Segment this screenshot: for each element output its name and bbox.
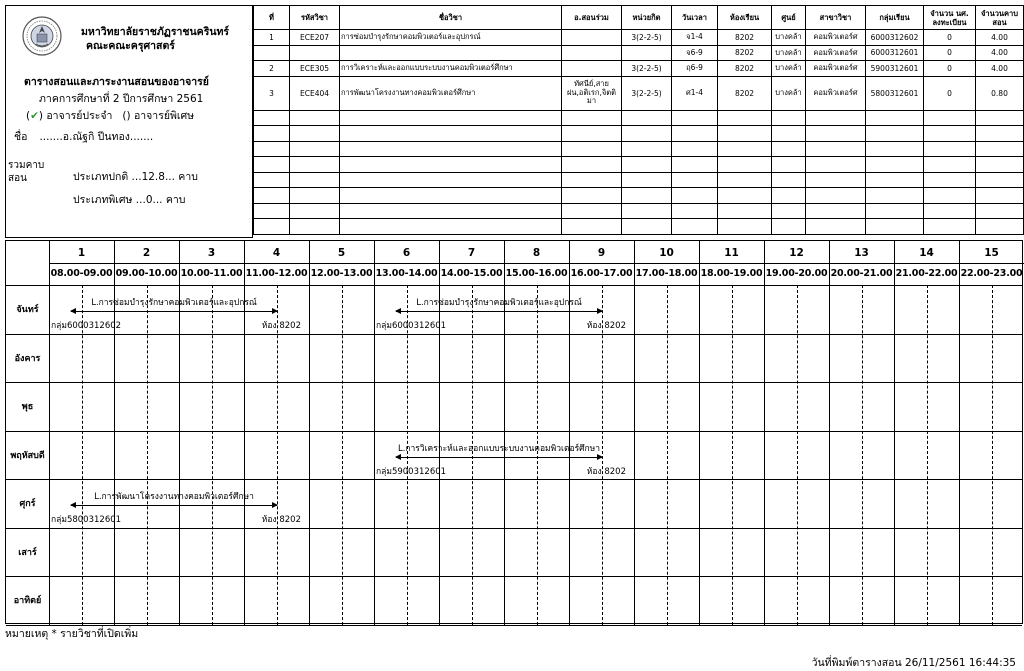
grid-line <box>862 285 863 625</box>
period-number: 3 <box>207 247 216 259</box>
grid-line <box>147 285 148 625</box>
course-cell <box>672 126 718 142</box>
course-cell <box>672 157 718 173</box>
course-cell <box>622 141 672 157</box>
class-block <box>51 295 301 331</box>
course-cell <box>866 219 924 235</box>
course-cell <box>562 45 622 61</box>
grid-line <box>49 241 50 625</box>
course-col-header: จำนวน นศ. ลงทะเบียน <box>924 6 976 30</box>
course-cell <box>718 188 772 204</box>
course-cell: 3 <box>254 76 290 110</box>
course-cell <box>672 203 718 219</box>
day-label: จันทร์ <box>16 305 39 316</box>
period-time: 19.00-20.00 <box>765 268 828 279</box>
course-cell: ฤ6-9 <box>672 61 718 77</box>
day-label: อังคาร <box>14 353 41 364</box>
course-cell <box>718 110 772 126</box>
course-cell: การซ่อมบำรุงรักษาคอมพิวเตอร์และอุปกรณ์ <box>340 30 562 46</box>
teacher-name-line <box>14 128 153 145</box>
course-cell <box>562 203 622 219</box>
course-cell <box>622 172 672 188</box>
course-col-header: หน่วยกิต <box>622 6 672 30</box>
course-cell: 0 <box>924 45 976 61</box>
grid-line <box>374 241 375 625</box>
course-cell: 8202 <box>718 30 772 46</box>
course-row-empty <box>254 203 1024 219</box>
grid-line <box>309 241 310 625</box>
course-cell: คอมพิวเตอร์ศ <box>806 61 866 77</box>
course-cell <box>622 45 672 61</box>
course-cell <box>672 219 718 235</box>
grid-line <box>927 285 928 625</box>
period-number: 11 <box>724 247 739 259</box>
course-cell <box>866 172 924 188</box>
course-cell: คอมพิวเตอร์ศ <box>806 76 866 110</box>
grid-line <box>732 285 733 625</box>
course-col-header: กลุ่มเรียน <box>866 6 924 30</box>
course-cell: การพัฒนาโครงงานทางคอมพิวเตอร์ศึกษา <box>340 76 562 110</box>
total-hours-label: รวมคาบสอน <box>8 160 45 184</box>
day-label: เสาร์ <box>18 547 37 558</box>
course-col-header: อ.สอนร่วม <box>562 6 622 30</box>
remark-note: หมายเหตุ * รายวิชาที่เปิดเพิ่ม <box>5 628 139 640</box>
class-room: ห้อง 8202 <box>586 466 626 477</box>
course-cell <box>254 126 290 142</box>
course-cell <box>772 141 806 157</box>
period-time: 21.00-22.00 <box>895 268 958 279</box>
course-cell <box>290 45 340 61</box>
course-cell <box>718 126 772 142</box>
course-cell: จ6-9 <box>672 45 718 61</box>
grid-line <box>82 285 83 625</box>
grid-line <box>6 528 1022 529</box>
course-cell: 8202 <box>718 76 772 110</box>
course-cell <box>562 188 622 204</box>
course-cell <box>290 110 340 126</box>
course-cell <box>718 219 772 235</box>
course-cell <box>562 141 622 157</box>
course-cell <box>806 219 866 235</box>
course-cell <box>924 110 976 126</box>
course-cell <box>290 157 340 173</box>
course-cell <box>772 219 806 235</box>
course-cell: 2 <box>254 61 290 77</box>
period-time: 11.00-12.00 <box>245 268 308 279</box>
course-cell <box>976 219 1024 235</box>
grid-line <box>797 285 798 625</box>
check-icon: ✔ <box>30 110 39 122</box>
course-cell <box>340 219 562 235</box>
course-cell: 3(2-2-5) <box>622 30 672 46</box>
class-label: L.การซ่อมบำรุงรักษาคอมพิวเตอร์และอุปกรณ์ <box>91 298 257 308</box>
grid-line <box>764 241 765 625</box>
course-cell <box>672 141 718 157</box>
course-col-header: วันเวลา <box>672 6 718 30</box>
course-row <box>254 45 1024 61</box>
class-label: L.การพัฒนาโครงงานทางคอมพิวเตอร์ศึกษา <box>94 492 254 502</box>
grid-line <box>49 263 1024 264</box>
course-cell <box>562 61 622 77</box>
course-cell <box>254 141 290 157</box>
period-number: 1 <box>77 247 86 259</box>
course-cell <box>866 157 924 173</box>
course-cell: 0 <box>924 30 976 46</box>
course-cell: บางคล้า <box>772 30 806 46</box>
class-block <box>376 441 626 477</box>
course-cell: บางคล้า <box>772 61 806 77</box>
grid-line <box>342 285 343 625</box>
course-row <box>254 76 1024 110</box>
period-time: 18.00-19.00 <box>700 268 763 279</box>
course-cell <box>924 172 976 188</box>
course-cell <box>976 188 1024 204</box>
course-cell: 0 <box>924 61 976 77</box>
course-cell <box>340 126 562 142</box>
grid-line <box>634 241 635 625</box>
grid-line <box>6 334 1022 335</box>
faculty-name: คณะคณะครุศาสตร์ <box>86 40 175 52</box>
period-number: 9 <box>597 247 606 259</box>
course-cell <box>562 172 622 188</box>
course-cell <box>976 172 1024 188</box>
class-block <box>51 489 301 525</box>
period-number: 4 <box>272 247 281 259</box>
course-row-empty <box>254 157 1024 173</box>
course-cell <box>622 219 672 235</box>
course-cell <box>340 45 562 61</box>
course-cell: 5800312601 <box>866 76 924 110</box>
name-label: ชื่อ <box>14 131 28 143</box>
period-time: 10.00-11.00 <box>180 268 243 279</box>
duration-arrow-icon <box>71 505 277 506</box>
regular-hours: ประเภทปกติ ...12.8... คาบ <box>73 171 198 183</box>
course-cell <box>622 203 672 219</box>
grid-line <box>992 285 993 625</box>
duration-arrow-icon <box>396 311 602 312</box>
course-cell <box>718 203 772 219</box>
course-cell <box>718 141 772 157</box>
course-col-header: รหัสวิชา <box>290 6 340 30</box>
course-cell <box>340 172 562 188</box>
course-cell: 1 <box>254 30 290 46</box>
course-cell <box>254 110 290 126</box>
period-number: 15 <box>984 247 999 259</box>
period-number: 14 <box>919 247 934 259</box>
course-cell <box>672 110 718 126</box>
course-cell: 4.00 <box>976 30 1024 46</box>
course-cell <box>976 203 1024 219</box>
course-cell <box>806 157 866 173</box>
period-time: 09.00-10.00 <box>115 268 178 279</box>
teacher-info-panel <box>5 5 253 238</box>
class-label: L.การวิเคราะห์และออกแบบระบบงานคอมพิวเตอร์ศึกษา <box>397 443 601 454</box>
course-cell <box>866 141 924 157</box>
course-col-header: ศูนย์ <box>772 6 806 30</box>
course-row-empty <box>254 126 1024 142</box>
course-cell <box>866 188 924 204</box>
course-cell <box>340 188 562 204</box>
course-table <box>253 5 1024 235</box>
grid-line <box>212 285 213 625</box>
course-cell <box>806 110 866 126</box>
class-room: ห้อง 8202 <box>261 515 301 525</box>
grid-line <box>894 241 895 625</box>
course-cell <box>622 110 672 126</box>
grid-line <box>667 285 668 625</box>
document-title: ตารางสอนและภาระงานสอนของอาจารย์ <box>24 76 209 88</box>
course-cell <box>672 172 718 188</box>
course-cell <box>562 110 622 126</box>
course-cell <box>976 110 1024 126</box>
period-time: 15.00-16.00 <box>505 268 568 279</box>
course-cell: 6000312602 <box>866 30 924 46</box>
course-cell: 3(2-2-5) <box>622 76 672 110</box>
course-cell <box>924 126 976 142</box>
header-section <box>5 5 1023 238</box>
course-cell <box>290 141 340 157</box>
period-number: 12 <box>789 247 804 259</box>
course-row-empty <box>254 188 1024 204</box>
duration-arrow-icon <box>396 457 602 458</box>
class-group: กลุ่ม6000312601 <box>376 321 447 331</box>
class-block <box>376 295 626 331</box>
course-row <box>254 30 1024 46</box>
course-cell <box>562 219 622 235</box>
class-room: ห้อง 8202 <box>586 321 626 331</box>
course-cell <box>622 188 672 204</box>
course-cell: 8202 <box>718 45 772 61</box>
period-time: 17.00-18.00 <box>635 268 698 279</box>
period-time: 22.00-23.00 <box>960 268 1023 279</box>
course-cell <box>866 110 924 126</box>
course-cell <box>290 188 340 204</box>
duration-arrow-icon <box>71 311 277 312</box>
course-cell <box>772 126 806 142</box>
course-col-header: ที่ <box>254 6 290 30</box>
course-cell: คอมพิวเตอร์ศ <box>806 30 866 46</box>
grid-line <box>6 576 1022 577</box>
course-cell: จ1-4 <box>672 30 718 46</box>
course-cell <box>806 172 866 188</box>
course-cell: 4.00 <box>976 45 1024 61</box>
period-number: 2 <box>142 247 151 259</box>
course-row-empty <box>254 219 1024 235</box>
course-cell <box>562 126 622 142</box>
grid-line <box>699 241 700 625</box>
course-cell <box>866 203 924 219</box>
grid-line <box>959 241 960 625</box>
course-cell: 6000312601 <box>866 45 924 61</box>
class-group: กลุ่ม6000312602 <box>51 321 122 331</box>
course-cell <box>806 126 866 142</box>
class-label: L.การซ่อมบำรุงรักษาคอมพิวเตอร์และอุปกรณ์ <box>416 298 582 308</box>
course-row-empty <box>254 172 1024 188</box>
period-time: 14.00-15.00 <box>440 268 503 279</box>
teacher-name: .......อ.ณัฐกิ ปีนทอง....... <box>39 131 154 143</box>
period-time: 12.00-13.00 <box>310 268 373 279</box>
print-timestamp: วันที่พิมพ์ตารางสอน 26/11/2561 16:44:35 <box>811 657 1016 669</box>
course-cell: 8202 <box>718 61 772 77</box>
day-label: ศุกร์ <box>19 499 36 510</box>
university-name: มหาวิทยาลัยราชภัฏราชนครินทร์ <box>81 26 230 38</box>
course-cell: บางคล้า <box>772 45 806 61</box>
course-cell <box>806 203 866 219</box>
period-number: 7 <box>467 247 476 259</box>
course-cell <box>622 126 672 142</box>
course-cell <box>254 45 290 61</box>
course-cell <box>340 157 562 173</box>
course-cell <box>254 203 290 219</box>
course-cell: ศ1-4 <box>672 76 718 110</box>
course-cell: การวิเคราะห์และออกแบบระบบงานคอมพิวเตอร์ศึกษา <box>340 61 562 77</box>
grid-line <box>6 431 1022 432</box>
course-cell: 3(2-2-5) <box>622 61 672 77</box>
course-cell: บางคล้า <box>772 76 806 110</box>
course-cell <box>562 30 622 46</box>
period-number: 8 <box>532 247 541 259</box>
period-time: 20.00-21.00 <box>830 268 893 279</box>
type-regular-label: อาจารย์ประจำ <box>46 110 113 122</box>
course-cell <box>290 219 340 235</box>
period-number: 6 <box>402 247 411 259</box>
course-cell: ทัศนีย์,สายฝน,อติเรก,จิตติมา <box>562 76 622 110</box>
course-col-header: จำนวนคาบ สอน <box>976 6 1024 30</box>
period-number: 13 <box>854 247 869 259</box>
course-cell <box>254 219 290 235</box>
special-hours: ประเภทพิเศษ ...0... คาบ <box>73 194 186 206</box>
course-cell <box>772 188 806 204</box>
course-cell <box>672 188 718 204</box>
course-cell <box>254 157 290 173</box>
course-cell <box>806 188 866 204</box>
course-cell <box>254 188 290 204</box>
course-col-header: สาขาวิชา <box>806 6 866 30</box>
grid-line <box>6 479 1022 480</box>
class-room: ห้อง 8202 <box>261 321 301 331</box>
course-cell <box>772 172 806 188</box>
semester-text: ภาคการศึกษาที่ 2 ปีการศึกษา 2561 <box>39 93 204 105</box>
course-row-empty <box>254 110 1024 126</box>
course-cell: คอมพิวเตอร์ศ <box>806 45 866 61</box>
teacher-type: (✔) อาจารย์ประจำ () อาจารย์พิเศษ <box>26 110 195 122</box>
course-cell <box>290 172 340 188</box>
course-row <box>254 61 1024 77</box>
course-cell <box>290 203 340 219</box>
course-cell <box>340 110 562 126</box>
course-cell: 5900312601 <box>866 61 924 77</box>
grid-line <box>6 625 1022 626</box>
period-number: 5 <box>337 247 346 259</box>
course-col-header: ห้องเรียน <box>718 6 772 30</box>
period-time: 13.00-14.00 <box>375 268 438 279</box>
course-cell: 0.80 <box>976 76 1024 110</box>
course-cell <box>924 219 976 235</box>
course-cell <box>924 203 976 219</box>
type-special-label: อาจารย์พิเศษ <box>133 110 195 122</box>
course-cell <box>718 172 772 188</box>
course-cell <box>340 141 562 157</box>
day-label: พฤหัสบดี <box>10 450 45 461</box>
course-cell <box>924 141 976 157</box>
course-cell <box>924 188 976 204</box>
course-cell <box>772 157 806 173</box>
day-label: อาทิตย์ <box>13 596 42 607</box>
day-label: พุธ <box>21 402 34 413</box>
period-time: 16.00-17.00 <box>570 268 633 279</box>
course-cell <box>976 157 1024 173</box>
period-time: 08.00-09.00 <box>50 268 113 279</box>
course-cell: 4.00 <box>976 61 1024 77</box>
grid-line <box>6 285 1022 286</box>
course-cell <box>622 157 672 173</box>
course-cell <box>976 141 1024 157</box>
university-seal-icon <box>22 16 62 56</box>
grid-line <box>829 241 830 625</box>
grid-line <box>6 382 1022 383</box>
course-cell: 0 <box>924 76 976 110</box>
course-cell: ECE305 <box>290 61 340 77</box>
course-cell <box>924 157 976 173</box>
course-cell <box>772 110 806 126</box>
course-cell: ECE207 <box>290 30 340 46</box>
course-cell <box>254 172 290 188</box>
grid-line <box>277 285 278 625</box>
course-cell <box>562 157 622 173</box>
course-cell <box>806 141 866 157</box>
course-cell <box>718 157 772 173</box>
class-group: กลุ่ม5900312601 <box>376 466 447 477</box>
period-number: 10 <box>659 247 674 259</box>
course-row-empty <box>254 141 1024 157</box>
course-cell <box>866 126 924 142</box>
course-cell <box>772 203 806 219</box>
course-cell <box>290 126 340 142</box>
course-col-header: ชื่อวิชา <box>340 6 562 30</box>
class-group: กลุ่ม5800312601 <box>51 515 122 525</box>
course-table-header <box>254 6 1024 30</box>
course-cell: ECE404 <box>290 76 340 110</box>
weekly-timetable <box>5 240 1023 624</box>
course-cell <box>340 203 562 219</box>
course-cell <box>976 126 1024 142</box>
